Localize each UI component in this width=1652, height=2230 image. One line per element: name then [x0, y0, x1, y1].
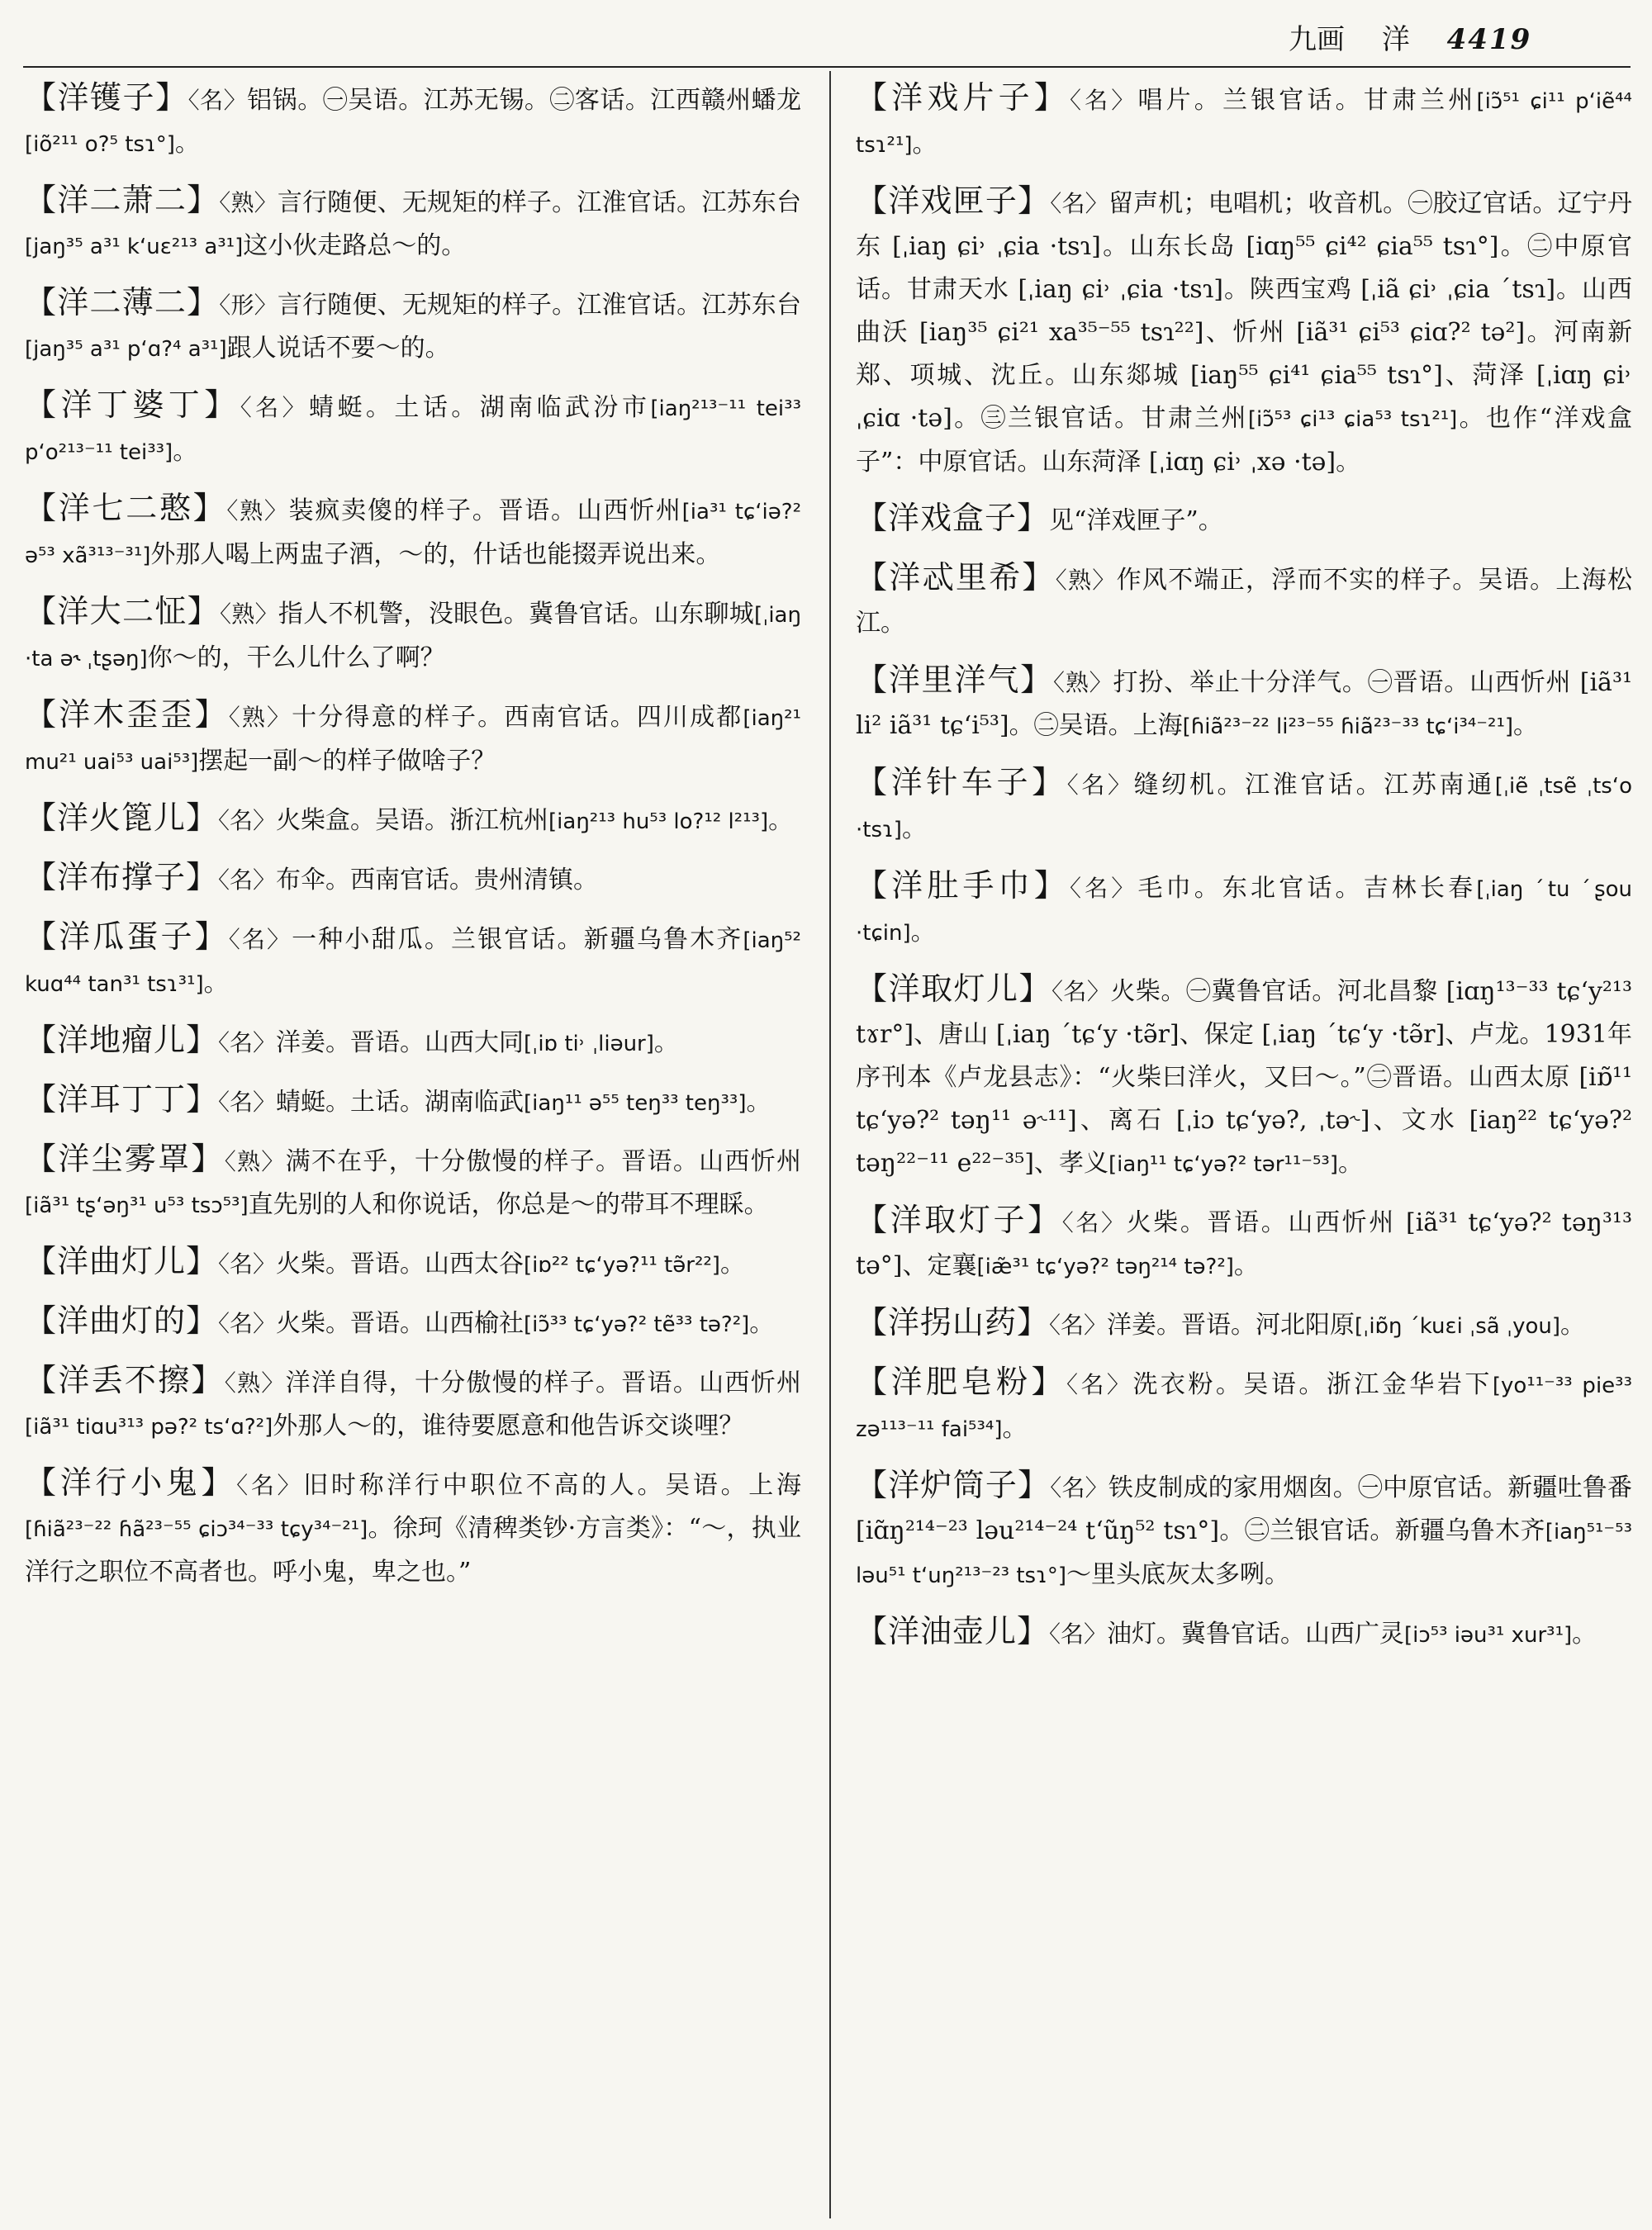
entry — [25, 915, 801, 1006]
entry-headword: 【洋丢不擦】 — [25, 1362, 225, 1398]
entry-pos: 〈形〉 — [219, 292, 278, 319]
entry — [25, 281, 801, 371]
entry-pos: 〈熟〉 — [224, 1148, 286, 1175]
entry-phonetic: [iɔ̃⁵³ ɕi¹³ ɕia⁵³ tsɿ²¹] — [1247, 407, 1458, 432]
entry-tail: 。 — [1233, 1251, 1259, 1280]
entry — [856, 179, 1632, 484]
entry-tail: 。 — [1572, 1620, 1597, 1649]
page-number: 4419 — [1446, 23, 1532, 56]
entry — [25, 796, 801, 843]
entry-tail: 外那人～的，谁待要愿意和他告诉交谈哩？ — [273, 1412, 744, 1440]
entry-phonetic: [iaŋ⁵¹⁻⁵³ ləu⁵¹ t‘uŋ²¹³⁻²³ tsɿ°] — [856, 1520, 1632, 1588]
entry-pos: 〈名〉 — [218, 866, 277, 894]
entry-headword: 【洋戏匣子】 — [856, 183, 1051, 219]
entry-headword: 【洋油壶儿】 — [856, 1613, 1050, 1649]
headword-char: 洋 — [1381, 23, 1410, 56]
entry — [856, 496, 1632, 543]
entry-pos: 〈名〉 — [218, 1250, 277, 1278]
entry-pos: 〈名〉 — [1051, 978, 1111, 1005]
entry-pos: 〈名〉 — [218, 1089, 277, 1116]
entry — [856, 1301, 1632, 1348]
entry-definition: 打扮、举止十分洋气。㊀晋语。山西忻州 [iã³¹ li² iã³¹ tɕ‘i⁵³]。㊁吴语。上海 — [856, 668, 1632, 740]
entry-pos: 〈熟〉 — [1052, 669, 1113, 696]
entry-pos: 〈名〉 — [228, 926, 292, 953]
entry-headword: 【洋尘雾罩】 — [25, 1141, 225, 1177]
entry-tail: 。 — [1337, 1149, 1363, 1178]
entry — [856, 1198, 1632, 1288]
entry-definition: 十分得意的样子。西南官话。四川成都 — [292, 703, 743, 732]
entry-phonetic: [iaŋ⁵² kuɑ⁴⁴ tan³¹ tsɿ³¹] — [25, 928, 801, 997]
entry — [856, 864, 1632, 955]
entry-pos: 〈名〉 — [1066, 1371, 1133, 1398]
entry-definition: 蜻蜓。土话。湖南临武汾市 — [309, 393, 651, 422]
entry-pos: 〈熟〉 — [224, 1369, 286, 1397]
entry-tail: 跟人说话不要～的。 — [226, 334, 450, 363]
entry-pos: 〈名〉 — [218, 807, 277, 834]
entry-tail: 这小伙走路总～的。 — [243, 231, 467, 260]
entry-headword: 【洋针车子】 — [856, 764, 1067, 800]
entry-definition: 指人不机警，没眼色。冀鲁官话。山东聊城 — [278, 600, 755, 629]
entry-pos: 〈名〉 — [1049, 1620, 1108, 1648]
entry-phonetic: [iaŋ²¹³ hu⁵³ lo?¹² l²¹³] — [548, 809, 769, 834]
entry-tail: 。 — [653, 1028, 679, 1057]
page-header — [1289, 15, 1619, 64]
entry-definition: 火柴。㊀冀鲁官话。河北昌黎 [iɑŋ¹³⁻³³ tɕ‘y²¹³ tɤr°]、唐山 [ˌiaŋ ˊtɕ‘y ·tə̃r]、保定 [ˌiaŋ ˊtɕ‘y ·tə̃r]、卢龙。1931年序刊本《卢龙县志》：“火柴曰洋火，又曰～。”㊁晋语。山西太原 [iɒ̃¹¹ tɕ‘yə?² təŋ¹¹ ə˞¹¹]、离石 [ˌiɔ tɕ‘yə?, ˌtə˞]、文水 [iaŋ²² tɕ‘yə?² təŋ²²⁻¹¹ e²²⁻³⁵]、孝义 — [856, 977, 1632, 1178]
entry — [25, 1240, 801, 1287]
entry-phonetic: [iaŋ²¹ mu²¹ uai⁵³ uai⁵³] — [25, 706, 801, 775]
entry — [856, 76, 1632, 167]
entry-headword: 【洋二萧二】 — [25, 182, 220, 218]
entry-pos: 〈熟〉 — [226, 497, 289, 524]
entry-headword: 【洋里洋气】 — [856, 662, 1053, 698]
entry-headword: 【洋拐山药】 — [856, 1304, 1050, 1340]
entry-phonetic: [iõ²¹¹ o?⁵ tsɿ°] — [25, 132, 175, 157]
entry-tail: 。 — [1513, 711, 1539, 740]
entry-headword: 【洋戏片子】 — [856, 79, 1070, 116]
entry — [25, 486, 801, 577]
entry-headword: 【洋戏盒子】 — [856, 500, 1050, 536]
entry-tail: 你～的，干么儿什么了啊？ — [147, 643, 445, 672]
entry-pos: 〈名〉 — [236, 1472, 304, 1499]
entry-tail: 摆起一副～的样子做啥子？ — [198, 747, 496, 776]
entry-pos: 〈熟〉 — [228, 704, 292, 731]
entry-pos: 〈名〉 — [1069, 875, 1138, 902]
entry-definition: 油灯。冀鲁官话。山西广灵 — [1107, 1620, 1405, 1649]
entry-tail: 。也作“洋戏盒子”：中原官话。山东菏泽 [ˌiɑŋ ɕi˒ ˌxə ·tə]。 — [856, 404, 1632, 477]
entry-pos: 〈名〉 — [1050, 1474, 1108, 1502]
entry — [25, 856, 801, 903]
entry-phonetic: [ia³¹ tɕ‘iə?² ə⁵³ xã³¹³⁻³¹] — [25, 500, 801, 568]
entry-pos: 〈名〉 — [1049, 1312, 1108, 1339]
entry-definition: 留声机；电唱机；收音机。㊀胶辽官话。辽宁丹东 [ˌiaŋ ɕi˒ ˌɕia ·tsɿ]。山东长岛 [iɑŋ⁵⁵ ɕi⁴² ɕia⁵⁵ tsɿ°]。㊁中原官话。甘肃天水 [ˌiaŋ ɕi˒ ˌɕia ·tsɿ]。陕西宝鸡 [ˌiã ɕi˒ ˌɕia ˊtsɿ]。山西曲沃 [iaŋ³⁵ ɕi²¹ xa³⁵⁻⁵⁵ tsɿ²²]、忻州 [iã³¹ ɕi⁵³ ɕiɑ?² tə²]。河南新郑、项城、沈丘。山东郯城 [iaŋ⁵⁵ ɕi⁴¹ ɕia⁵⁵ tsɿ°]、菏泽 [ˌiɑŋ ɕi˒ ˌɕiɑ ·tə]。㊂兰银官话。甘肃兰州 — [856, 189, 1632, 433]
entry-headword: 【洋曲灯的】 — [25, 1302, 219, 1339]
entry-tail: 。 — [910, 918, 936, 947]
entry-headword: 【洋木歪歪】 — [25, 696, 229, 733]
entry-definition: 言行随便、无规矩的样子。江淮官话。江苏东台 — [277, 188, 801, 217]
entry-headword: 【洋大二怔】 — [25, 593, 220, 629]
entry-pos: 〈名〉 — [188, 87, 248, 114]
entry-headword: 【洋瓜蛋子】 — [25, 918, 229, 955]
entry-definition: 铁皮制成的家用烟囱。㊀中原官话。新疆吐鲁番 [iɑ̃ŋ²¹⁴⁻²³ ləu²¹⁴⁻²⁴ t‘ũŋ⁵² tsɿ°]。㊁兰银官话。新疆乌鲁木齐 — [856, 1473, 1632, 1545]
entry-definition: 言行随便、无规矩的样子。江淮官话。江苏东台 — [277, 291, 801, 320]
entry-headword: 【洋肚手巾】 — [856, 867, 1070, 904]
entry-pos: 〈名〉 — [240, 394, 310, 421]
entry-pos: 〈名〉 — [1066, 771, 1134, 799]
entry — [25, 1137, 801, 1227]
left-column — [25, 76, 801, 2215]
entry — [856, 1464, 1632, 1597]
entry-headword: 【洋忒里希】 — [856, 559, 1056, 595]
entry-pos: 〈名〉 — [1050, 190, 1108, 217]
entry — [25, 1461, 801, 1594]
entry-definition: 唱片。兰银官话。甘肃兰州 — [1137, 86, 1477, 115]
entry-headword: 【洋丁婆丁】 — [25, 387, 240, 423]
entry — [856, 556, 1632, 646]
entry — [25, 383, 801, 474]
entry-headword: 【洋曲灯儿】 — [25, 1243, 219, 1279]
entry-tail: 。 — [1002, 1414, 1028, 1443]
entry — [856, 967, 1632, 1186]
column-divider — [829, 71, 831, 2218]
entry-headword: 【洋耳丁丁】 — [25, 1081, 219, 1117]
entry-definition: 布伞。西南官话。贵州清镇。 — [276, 866, 599, 894]
entry-definition: 毛巾。东北官话。吉林长春 — [1137, 874, 1477, 903]
entry-phonetic: [iaŋ¹¹ tɕ‘yə?² tər¹¹⁻⁵³] — [1108, 1152, 1338, 1177]
entry-tail: 。 — [912, 130, 938, 159]
section-label: 九画 — [1289, 23, 1345, 56]
entry-phonetic: [iaŋ¹¹ ə⁵⁵ teŋ³³ teŋ³³] — [524, 1091, 747, 1116]
entry — [25, 590, 801, 681]
entry-phonetic: [ˌiɒ ti˒ ˌliəur] — [524, 1032, 654, 1056]
entry-definition: 作风不端正，浮而不实的样子。吴语。上海松江。 — [856, 566, 1632, 638]
entry-headword: 【洋镬子】 — [25, 79, 188, 116]
entry-definition: 火柴。晋语。山西忻州 [iã³¹ tɕ‘yə?² təŋ³¹³ tə°]、定襄 — [856, 1208, 1632, 1280]
entry-tail: 。 — [719, 1250, 745, 1279]
entry-definition: 满不在乎，十分傲慢的样子。晋语。山西忻州 — [285, 1147, 801, 1176]
entry-tail: 。 — [174, 129, 200, 158]
entry-tail: 。 — [749, 1309, 775, 1338]
entry — [25, 1078, 801, 1125]
entry-headword: 【洋火篦儿】 — [25, 799, 219, 836]
entry-phonetic: [iɒ²² tɕ‘yə?¹¹ tə̃r²²] — [524, 1253, 720, 1278]
entry-phonetic: [iɔ̃³³ tɕ‘yə?² tẽ³³ tə?²] — [524, 1312, 750, 1337]
entry-headword: 【洋行小鬼】 — [25, 1464, 237, 1501]
entry-definition: 一种小甜瓜。兰银官话。新疆乌鲁木齐 — [292, 925, 743, 954]
entry-definition: 蜻蜓。土话。湖南临武 — [276, 1088, 525, 1117]
entry-phonetic: [ˌiɒ̃ŋ ˊkuɛi ˌsã ˌyou] — [1355, 1314, 1561, 1339]
entry-phonetic: [iɔ̃⁵¹ ɕi¹¹ p‘iẽ⁴⁴ tsɿ²¹] — [856, 89, 1632, 158]
entry-tail: 。 — [746, 1088, 771, 1117]
entry-definition: 火柴。晋语。山西榆社 — [276, 1309, 525, 1338]
entry-tail: 。 — [173, 437, 198, 466]
header-rule — [23, 66, 1631, 68]
entry-phonetic: [jaŋ³⁵ a³¹ p‘ɑ?⁴ a³¹] — [25, 337, 227, 362]
entry-definition: 火柴。晋语。山西太谷 — [276, 1250, 525, 1279]
entry-phonetic: [iɔ⁵³ iəu³¹ xur³¹] — [1404, 1623, 1573, 1648]
entry-phonetic: [ˌiaŋ ˊtu ˊʂou ·tɕin] — [856, 877, 1632, 946]
entry-phonetic: [iaŋ²¹³⁻¹¹ tei³³ p‘o²¹³⁻¹¹ tei³³] — [25, 396, 801, 465]
entry — [25, 178, 801, 268]
entry-pos: 〈名〉 — [218, 1029, 277, 1056]
entry-pos: 〈名〉 — [1061, 1209, 1127, 1236]
entry — [856, 1360, 1632, 1451]
entry-headword: 【洋七二憨】 — [25, 490, 227, 526]
entry-definition: 铝锅。㊀吴语。江苏无锡。㊁客话。江西赣州蟠龙 — [247, 86, 801, 115]
entry-headword: 【洋布撑子】 — [25, 859, 219, 895]
entry-definition: 缝纫机。江淮官话。江苏南通 — [1133, 771, 1495, 799]
entry-tail: 。 — [203, 969, 229, 998]
entry-tail: 外那人喝上两盅子酒，～的，什话也能掇弄说出来。 — [150, 540, 721, 569]
entry — [25, 1018, 801, 1065]
entry-phonetic: [iã³¹ tʂ‘əŋ³¹ u⁵³ tsɔ⁵³] — [25, 1193, 249, 1218]
entry-phonetic: [yo¹¹⁻³³ pie³³ zə¹¹³⁻¹¹ fai⁵³⁴] — [856, 1374, 1632, 1442]
entry-pos: 〈熟〉 — [1055, 567, 1117, 594]
entry-definition: 装疯卖傻的样子。晋语。山西忻州 — [288, 496, 682, 525]
entry-pos: 〈熟〉 — [219, 600, 278, 628]
entry-headword: 【洋二薄二】 — [25, 284, 220, 320]
entry-definition: 旧时称洋行中职位不高的人。吴语。上海 — [303, 1471, 801, 1500]
entry — [25, 1299, 801, 1346]
entry-phonetic: [ɦiã²³⁻²² ɦã²³⁻⁵⁵ ɕiɔ³⁴⁻³³ tɕy³⁴⁻²¹] — [25, 1517, 368, 1542]
entry-phonetic: [ˌiẽ ˌtsẽ ˌts‘o ·tsɿ] — [856, 774, 1632, 842]
entry-definition: 洋姜。晋语。河北阳原 — [1107, 1311, 1355, 1340]
entry-phonetic: [ˌiaŋ ·ta ə˞ ˌtʂəŋ] — [25, 603, 801, 671]
entry-headword: 【洋肥皂粉】 — [856, 1364, 1066, 1400]
entry-headword: 【洋炉筒子】 — [856, 1467, 1051, 1503]
entry-tail: 。 — [901, 814, 927, 843]
entry-headword: 【洋取灯儿】 — [856, 970, 1051, 1007]
entry-definition: 洋洋自得，十分傲慢的样子。晋语。山西忻州 — [285, 1369, 801, 1397]
entry — [25, 1359, 801, 1449]
entry-pos: 〈名〉 — [1069, 87, 1138, 114]
entry-phonetic: [jaŋ³⁵ a³¹ k‘uɛ²¹³ a³¹] — [25, 235, 244, 259]
entry-tail: 。 — [1560, 1311, 1586, 1340]
entry — [25, 76, 801, 166]
entry — [856, 1610, 1632, 1657]
entry-tail: 。徐珂《清稗类钞·方言类》：“～，执业洋行之职位不高者也。呼小鬼，卑之也。” — [25, 1514, 801, 1587]
entry-definition: 洋姜。晋语。山西大同 — [276, 1028, 525, 1057]
entry-phonetic: [ɦiã²³⁻²² li²³⁻⁵⁵ ɦiã²³⁻³³ tɕ‘i³⁴⁻²¹] — [1182, 714, 1514, 739]
entry-tail: 。 — [768, 806, 794, 835]
entry-headword: 【洋取灯子】 — [856, 1202, 1062, 1238]
entry-definition: 见“洋戏匣子”。 — [1049, 506, 1223, 535]
right-column — [856, 76, 1632, 2215]
entry-pos: 〈名〉 — [218, 1310, 277, 1337]
entry-phonetic: [iã³¹ tiɑu³¹³ pə?² ts‘ɑ?²] — [25, 1415, 273, 1440]
entry — [856, 761, 1632, 852]
entry-definition: 洗衣粉。吴语。浙江金华岩下 — [1132, 1370, 1493, 1399]
entry-definition: 火柴盒。吴语。浙江杭州 — [276, 806, 549, 835]
entry-headword: 【洋地瘤儿】 — [25, 1022, 219, 1058]
entry-tail: 直先别的人和你说话，你总是～的带耳不理睬。 — [248, 1190, 769, 1219]
entry — [856, 658, 1632, 748]
entry-tail: ～里头底灰太多咧。 — [1066, 1560, 1289, 1589]
entry-pos: 〈熟〉 — [219, 189, 278, 216]
entry-phonetic: [iæ̃³¹ tɕ‘yə?² təŋ²¹⁴ tə?²] — [976, 1255, 1234, 1279]
entry — [25, 693, 801, 784]
